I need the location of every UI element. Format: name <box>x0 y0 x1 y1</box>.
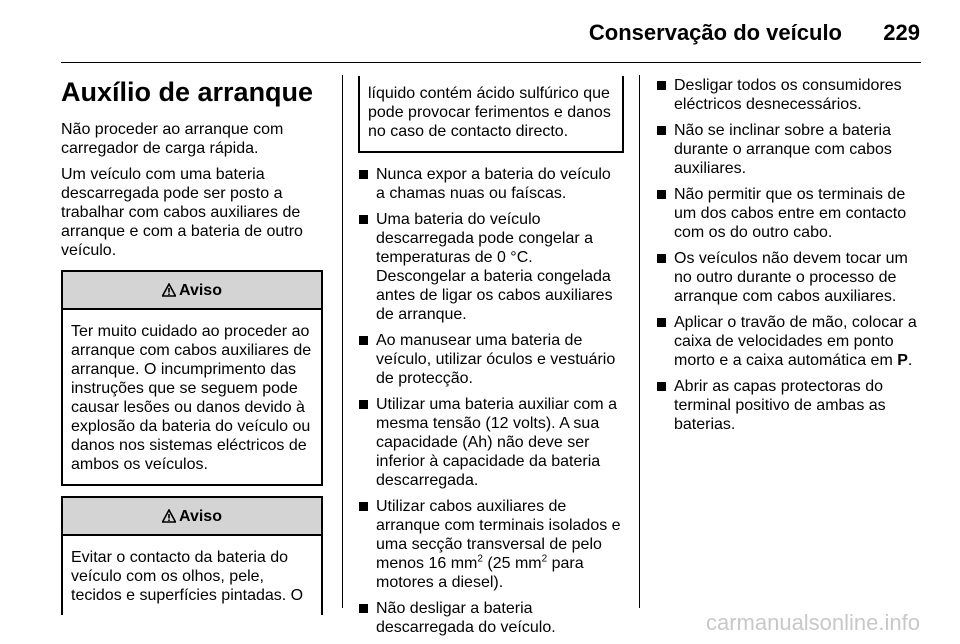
list-item: Uma bateria do veículo descarregada pode congelar a temperaturas de 0 °C. Descongelar a bateria congelada antes de ligar os cabos auxiliares de arranque. <box>358 210 624 324</box>
column-divider-2 <box>639 75 640 608</box>
bullet-square-icon <box>657 382 666 391</box>
warning-box-2 <box>61 496 323 615</box>
warning-text-2: Evitar o contacto da bateria do veículo com os olhos, pele, tecidos e superfícies pintadas. O <box>71 549 304 604</box>
intro-paragraph-1: Não proceder ao arranque com carregador de carga rápida. <box>61 121 284 157</box>
bullet-square-icon <box>359 215 368 224</box>
list-item: Utilizar cabos auxiliares de arranque com terminais isolados e uma secção transversal de pelo menos 16 $mm^2$ (25 $mm^2$ para motores a diesel). <box>358 497 624 592</box>
warning-title-2: Aviso <box>179 507 222 525</box>
list-item: Ao manusear uma bateria de veículo, utilizar óculos e vestuário de protecção. <box>358 331 624 388</box>
warning-triangle-icon <box>162 509 176 523</box>
watermark: carmanualsonline.info <box>705 610 920 635</box>
bullet-square-icon <box>657 126 666 135</box>
bullet-square-icon <box>657 318 666 327</box>
column-divider-1 <box>342 75 343 608</box>
list-item: Não desligar a bateria descarregada do veículo. <box>358 599 624 637</box>
list-item: Desligar todos os consumidores eléctricos desnecessários. <box>656 76 922 114</box>
running-header-title: Conservação do veículo <box>588 20 842 45</box>
bullet-square-icon <box>657 254 666 263</box>
warning-text-2-continued: líquido contém ácido sulfúrico que pode provocar ferimentos e danos no caso de contacto directo. <box>368 85 611 140</box>
bullet-square-icon <box>359 336 368 345</box>
warning-text-1: Ter muito cuidado ao proceder ao arranque com cabos auxiliares de arranque. O incumprimento das instruções que se seguem pode causar lesões ou danos devido à explosão da bateria do veículo ou danos nos sistemas eléctricos de ambos os veículos. <box>71 323 312 473</box>
column-2 <box>358 76 624 644</box>
list-item: Nunca expor a bateria do veículo a chamas nuas ou faíscas. <box>358 165 624 203</box>
intro-paragraph-2: Um veículo com uma bateria descarregada pode ser posto a trabalhar com cabos auxiliares de arranque e com a bateria de outro veículo. <box>61 166 303 259</box>
precautions-list-1 <box>358 165 624 637</box>
warning-header-2 <box>63 498 321 536</box>
bullet-square-icon <box>359 170 368 179</box>
list-item: Não se inclinar sobre a bateria durante o arranque com cabos auxiliares. <box>656 121 922 178</box>
precautions-list-2 <box>656 76 922 434</box>
section-heading: Auxílio de arranque <box>61 77 314 107</box>
list-item: Os veículos não devem tocar um no outro durante o processo de arranque com cabos auxiliares. <box>656 249 922 306</box>
bullet-square-icon <box>359 400 368 409</box>
column-1 <box>61 76 323 615</box>
warning-title-1: Aviso <box>179 281 222 299</box>
header-divider <box>61 62 921 63</box>
bullet-square-icon <box>359 604 368 613</box>
bullet-square-icon <box>657 190 666 199</box>
list-item: Não permitir que os terminais de um dos cabos entre em contacto com os do outro cabo. <box>656 185 922 242</box>
bullet-square-icon <box>359 502 368 511</box>
column-3 <box>656 76 922 441</box>
page-number: 229 <box>883 20 920 45</box>
warning-box-2-continued <box>358 76 624 153</box>
bullet-square-icon <box>657 81 666 90</box>
list-item: Abrir as capas protectoras do terminal positivo de ambas as baterias. <box>656 377 922 434</box>
list-item: Aplicar o travão de mão, colocar a caixa de velocidades em ponto morto e a caixa automática em P. <box>656 313 922 370</box>
warning-header-1 <box>63 272 321 310</box>
warning-box-1 <box>61 270 323 486</box>
warning-triangle-icon <box>162 283 176 297</box>
list-item: Utilizar uma bateria auxiliar com a mesma tensão (12 volts). A sua capacidade (Ah) não deve ser inferior à capacidade da bateria descarregada. <box>358 395 624 490</box>
